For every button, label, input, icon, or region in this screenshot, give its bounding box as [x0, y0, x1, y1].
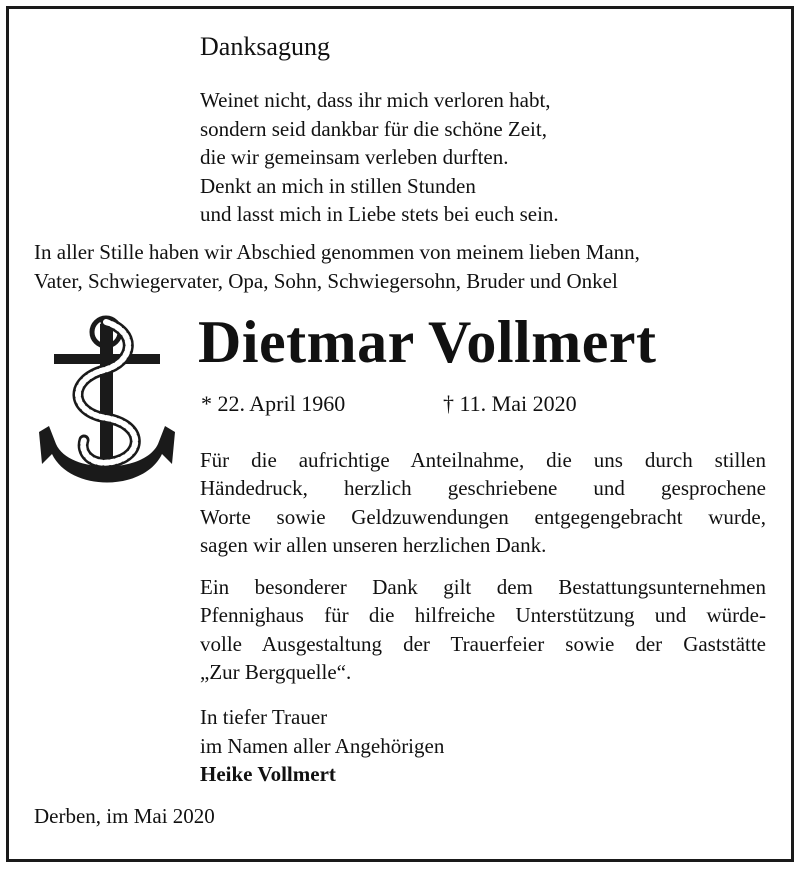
thanks-paragraph-2 [200, 573, 766, 687]
death-date: † 11. Mai 2020 [443, 391, 577, 416]
intro-line: In aller Stille haben wir Abschied genommen von meinem lieben Mann, [34, 240, 640, 264]
notice-heading: Danksagung [200, 32, 330, 61]
poem-line: sondern seid dankbar für die schöne Zeit, [200, 116, 547, 141]
paragraph-line: Worte sowie Geldzuwendungen entgegengebracht wurde, [200, 504, 766, 529]
paragraph-line: Pfennighaus für die hilfreiche Unterstützung und würde- [200, 603, 766, 628]
poem-line: Weinet nicht, dass ihr mich verloren habt, [200, 88, 551, 112]
thanks-paragraph-1 [200, 446, 766, 560]
closing-block [200, 703, 444, 789]
paragraph-line: Händedruck, herzlich geschriebene und gesprochene [200, 476, 766, 501]
paragraph-line: „Zur Bergquelle“. [200, 660, 352, 685]
paragraph-line: volle Ausgestaltung der Trauerfeier sowie der Gaststätte [200, 631, 766, 656]
poem-line: Denkt an mich in stillen Stunden [200, 173, 476, 198]
poem-line: die wir gemeinsam verleben durften. [200, 145, 509, 170]
intro-text [34, 238, 640, 296]
anchor-with-rope-icon [34, 314, 180, 489]
paragraph-line: Ein besonderer Dank gilt dem Bestattungsunternehmen [200, 575, 766, 599]
paragraph-line: sagen wir allen unseren herzlichen Dank. [200, 533, 547, 558]
place-date: Derben, im Mai 2020 [34, 804, 215, 828]
poem-line: und lasst mich in Liebe stets bei euch sein. [200, 202, 559, 227]
intro-line: Vater, Schwiegervater, Opa, Sohn, Schwiegersohn, Bruder und Onkel [34, 269, 618, 293]
deceased-name: Dietmar Vollmert [198, 309, 657, 375]
closing-line: In tiefer Trauer [200, 705, 328, 729]
closing-line: im Namen aller Angehörigen [200, 733, 445, 758]
paragraph-line: Für die aufrichtige Anteilnahme, die uns durch stillen [200, 448, 766, 472]
signer-name: Heike Vollmert [200, 762, 336, 787]
birth-date: * 22. April 1960 [201, 391, 346, 416]
poem [200, 86, 559, 229]
